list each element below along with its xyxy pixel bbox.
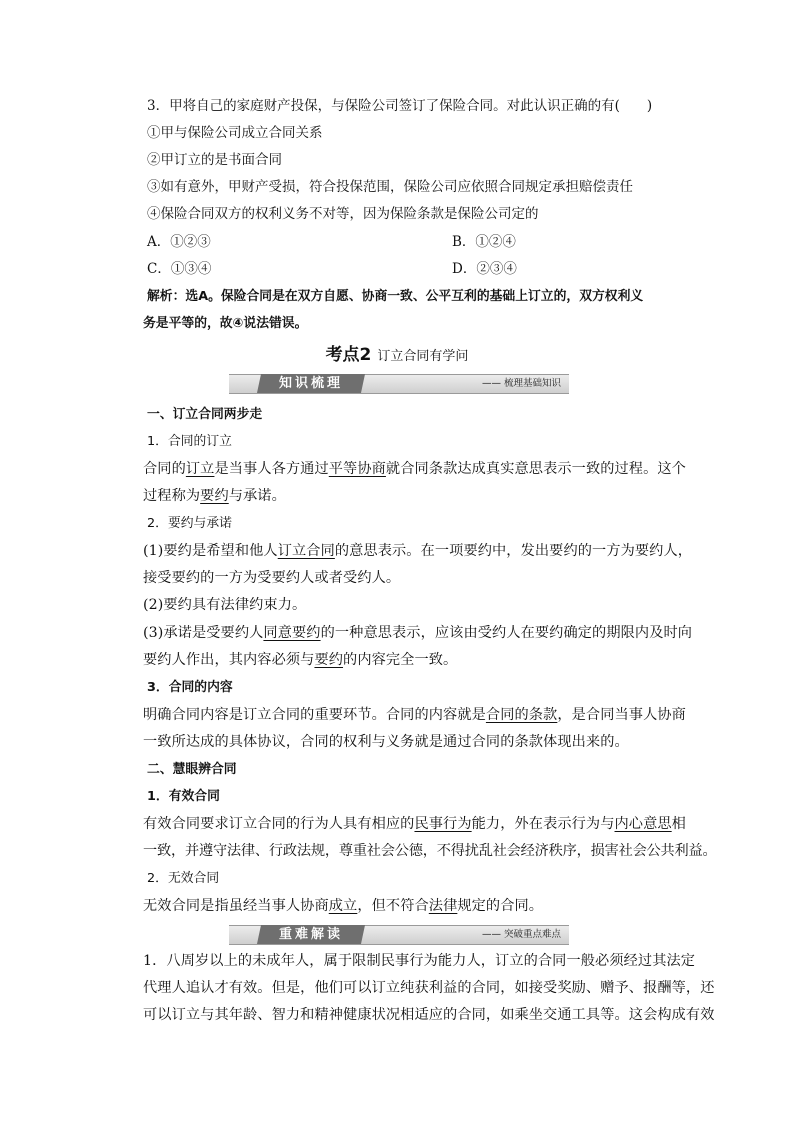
- underlined-term: 民事行为: [414, 816, 472, 832]
- paragraph-5-line-2: 一致所达成的具体协议，合同的权利与义务就是通过合同的条款体现出来的。: [143, 734, 629, 750]
- subheading-1-2: 2．要约与承诺: [147, 516, 232, 531]
- heading-2: 二、慧眼辨合同: [147, 762, 237, 777]
- underlined-term: 要约: [200, 488, 229, 504]
- option-a: A．①②③: [147, 234, 211, 250]
- banner-tag: 重难解读: [257, 925, 365, 944]
- underlined-term: 订立合同: [277, 543, 335, 559]
- explain-line-2: 代理人追认才有效。但是，他们可以订立纯获利益的合同，如接受奖励、赠予、报酬等，还: [143, 980, 715, 996]
- paragraph-1-line-2: 过程称为要约与承诺。: [143, 488, 286, 504]
- section-title: [0, 340, 794, 365]
- paragraph-2-line-1: (1)要约是希望和他人订立合同的意思表示。在一项要约中，发出要约的一方为要约人，: [143, 543, 693, 559]
- difficulty-banner: [229, 925, 569, 945]
- analysis-line-2: 务是平等的，故④说法错误。: [143, 316, 308, 331]
- subheading-2-2: 2．无效合同: [147, 871, 220, 886]
- knowledge-banner: [229, 374, 569, 394]
- underlined-term: 订立: [185, 461, 215, 477]
- question-item-4: ④保险合同双方的权利义务不对等，因为保险条款是保险公司定的: [147, 206, 539, 222]
- paragraph-5-line-1: 明确合同内容是订立合同的重要环节。合同的内容就是合同的条款，是合同当事人协商: [143, 707, 686, 723]
- underlined-term: 平等协商: [328, 461, 386, 477]
- underlined-term: 同意要约: [263, 625, 321, 641]
- question-item-1: ①甲与保险公司成立合同关系: [147, 125, 323, 141]
- subheading-1-3: 3．合同的内容: [147, 680, 233, 695]
- paragraph-6-line-1: 有效合同要求订立合同的行为人具有相应的民事行为能力，外在表示行为与内心意思相: [143, 816, 686, 832]
- option-d: D．②③④: [452, 261, 517, 277]
- question-item-3: ③如有意外，甲财产受损，符合投保范围，保险公司应依照合同规定承担赔偿责任: [147, 179, 633, 195]
- section-title-sub: 订立合同有学问: [377, 349, 469, 364]
- banner-subtitle: —— 突破重点难点: [481, 929, 561, 940]
- explain-line-1: 1．八周岁以上的未成年人，属于限制民事行为能力人，订立的合同一般必须经过其法定: [143, 953, 696, 969]
- subheading-2-1: 1．有效合同: [147, 789, 220, 804]
- banner-tag: 知识梳理: [257, 374, 365, 393]
- question-item-2: ②甲订立的是书面合同: [147, 152, 282, 168]
- question-stem: 3．甲将自己的家庭财产投保，与保险公司签订了保险合同。对此认识正确的有( ): [147, 98, 653, 114]
- paragraph-1-line-1: 合同的订立是当事人各方通过平等协商就合同条款达成真实意思表示一致的过程。这个: [143, 461, 686, 477]
- subheading-1-1: 1．合同的订立: [147, 434, 232, 449]
- paragraph-4-line-2: 要约人作出，其内容必须与要约的内容完全一致。: [143, 652, 458, 668]
- option-c: C．①③④: [147, 261, 212, 277]
- underlined-term: 法律: [428, 898, 458, 914]
- section-title-main: 考点2: [325, 345, 372, 365]
- paragraph-2-line-2: 接受要约的一方为受要约人或者受约人。: [143, 570, 401, 586]
- option-b: B．①②④: [452, 234, 516, 250]
- heading-1: 一、订立合同两步走: [147, 407, 263, 422]
- underlined-term: 要约: [314, 652, 344, 668]
- banner-subtitle: —— 梳理基础知识: [481, 378, 561, 389]
- underlined-term: 合同的条款: [485, 707, 558, 723]
- paragraph-3: (2)要约具有法律约束力。: [143, 597, 307, 613]
- paragraph-4-line-1: (3)承诺是受要约人同意要约的一种意思表示，应该由受约人在要约确定的期限内及时向: [143, 625, 693, 641]
- analysis-line-1: 解析：选A。保险合同是在双方自愿、协商一致、公平互利的基础上订立的，双方权利义: [147, 289, 644, 304]
- underlined-term: 成立: [328, 898, 358, 914]
- underlined-term: 内心意思: [614, 816, 672, 832]
- paragraph-6-line-2: 一致，并遵守法律、行政法规，尊重社会公德，不得扰乱社会经济秩序，损害社会公共利益。: [143, 843, 717, 859]
- explain-line-3: 可以订立与其年龄、智力和精神健康状况相适应的合同，如乘坐交通工具等。这会构成有效: [143, 1007, 715, 1023]
- paragraph-7: 无效合同是指虽经当事人协商成立，但不符合法律规定的合同。: [143, 898, 544, 914]
